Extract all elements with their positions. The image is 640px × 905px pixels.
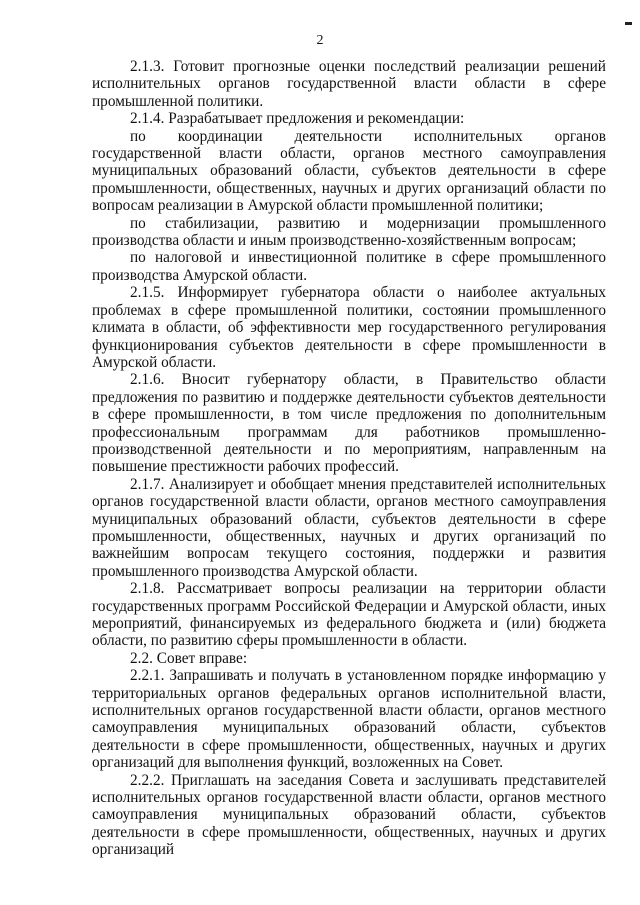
paragraph-tax-policy: по налоговой и инвестиционной политике в сфере промышленного производства Амурской области. bbox=[92, 249, 606, 284]
paragraph-2-1-3: 2.1.3. Готовит прогнозные оценки последствий реализации решений исполнительных органов государственной власти области в сфере промышленной политики. bbox=[92, 58, 606, 110]
paragraph-2-2-2: 2.2.2. Приглашать на заседания Совета и заслушивать представителей исполнительных органов государственной власти области, органов местного самоуправления муниципальных образований области, субъектов деятельности в сфере промышленности, общественных, научных и других организаций bbox=[92, 771, 606, 859]
page-number: 2 bbox=[316, 33, 324, 48]
paragraph-2-1-7: 2.1.7. Анализирует и обобщает мнения представителей исполнительных органов государственной власти области, органов местного самоуправления муниципальных образований области, субъектов деятельности в сфере промышленности, общественных, научных и других организаций по важнейшим вопросам текущего состояния, поддержки и развития промышленного производства Амурской области. bbox=[92, 475, 606, 580]
scan-mark bbox=[625, 22, 632, 25]
paragraph-2-2-1: 2.2.1. Запрашивать и получать в установленном порядке информацию у территориальных органов федеральных органов исполнительной власти, исполнительных органов государственной власти области, органов местного самоуправления муниципальных образований области, субъектов деятельности в сфере промышленности, общественных, научных и других организаций для выполнения функций, возложенных на Совет. bbox=[92, 667, 606, 772]
paragraph-stabilization: по стабилизации, развитию и модернизации промышленного производства области и иным производственно-хозяйственным вопросам; bbox=[92, 214, 606, 250]
paragraph-coordination: по координации деятельности исполнительных органов государственной власти области, органов местного самоуправления муниципальных образований области, субъектов деятельности в сфере промышленности, общественных, научных и других организаций области по вопросам реализации в Амурской области промышленной политики; bbox=[92, 127, 606, 215]
paragraph-2-1-5: 2.1.5. Информирует губернатора области о наиболее актуальных проблемах в сфере промышленной политики, состоянии промышленного климата в области, об эффективности мер государственного регулирования функционирования субъектов деятельности в сфере промышленности в Амурской области. bbox=[92, 284, 606, 371]
document-body bbox=[92, 58, 606, 859]
paragraph-2-2: 2.2. Совет вправе: bbox=[130, 649, 248, 667]
paragraph-2-1-4: 2.1.4. Разрабатывает предложения и рекомендации: bbox=[130, 110, 465, 128]
paragraph-2-1-8: 2.1.8. Рассматривает вопросы реализации на территории области государственных программ Российской Федерации и Амурской области, иных мероприятий, финансируемых из федерального бюджета и (или) бюджета области, по развитию сферы промышленности в области. bbox=[92, 580, 606, 650]
paragraph-2-1-6: 2.1.6. Вносит губернатору области, в Правительство области предложения по развитию и поддержке деятельности субъектов деятельности в сфере промышленности, в том числе предложения по дополнительным профессиональным программам для работников промышленно-производственной деятельности и по мероприятиям, направленным на повышение престижности рабочих профессий. bbox=[92, 371, 606, 476]
